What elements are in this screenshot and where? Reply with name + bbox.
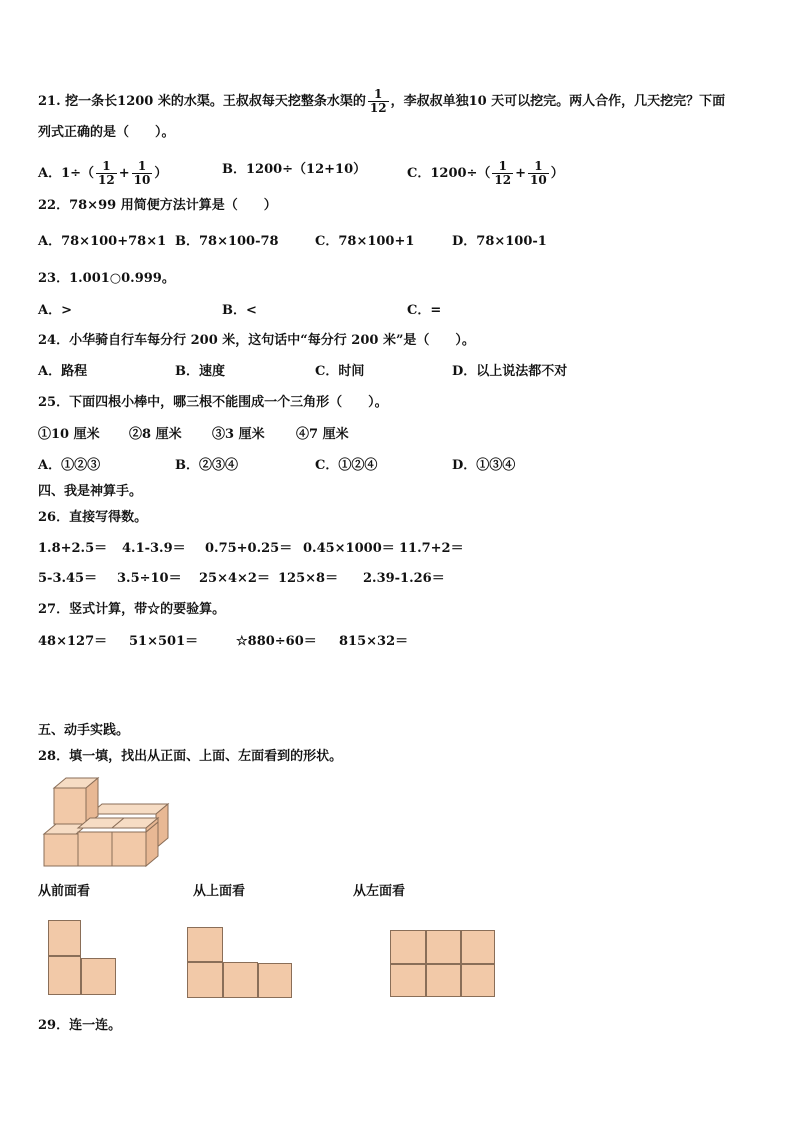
q24-option-c[interactable]: C．时间 <box>315 364 365 379</box>
q25-stem: 25．下面四根小棒中，哪三根不能围成一个三角形（ ）。 <box>38 395 388 410</box>
q26-item[interactable]: 3.5÷10＝ <box>117 571 182 586</box>
q28-stem: 28．填一填，找出从正面、上面、左面看到的形状。 <box>38 749 343 764</box>
view-label-top: 从上面看 <box>193 884 246 899</box>
fraction: $\frac{1}{10}$ <box>133 159 151 187</box>
square <box>461 964 495 997</box>
square <box>426 930 461 964</box>
q22-option-d[interactable]: D．78×100-1 <box>452 234 547 249</box>
q23-option-c[interactable]: C．= <box>407 303 442 318</box>
fraction: $\frac{1}{12}$ <box>494 159 512 187</box>
square <box>390 930 426 964</box>
square <box>390 964 426 997</box>
q25-stick-1: ①10 厘米 <box>38 427 100 442</box>
q22-stem: 22．78×99 用简便方法计算是（ ） <box>38 198 277 213</box>
q21-text-b: ，李叔叔单独10 天可以挖完。两人合作，几天挖完？下面 <box>390 94 726 109</box>
q25-stick-4: ④7 厘米 <box>296 427 349 442</box>
q23-option-a[interactable]: A．> <box>38 303 72 318</box>
q26-stem: 26．直接写得数。 <box>38 510 148 525</box>
q26-item[interactable]: 2.39-1.26＝ <box>363 571 445 586</box>
q25-option-c[interactable]: C．①②④ <box>315 458 378 473</box>
q26-item[interactable]: 0.75+0.25＝ <box>205 541 293 556</box>
section-5-heading: 五、动手实践。 <box>38 723 130 738</box>
square <box>461 930 495 964</box>
q22-option-c[interactable]: C．78×100+1 <box>315 234 415 249</box>
q24-option-d[interactable]: D．以上说法都不对 <box>452 364 568 379</box>
square <box>187 962 223 998</box>
square <box>426 964 461 997</box>
q26-item[interactable]: 0.45×1000＝ <box>303 541 395 556</box>
q26-item[interactable]: 4.1-3.9＝ <box>122 541 186 556</box>
square <box>223 962 258 998</box>
q24-stem: 24．小华骑自行车每分行 200 米，这句话中“每分行 200 米”是（ ）。 <box>38 333 475 348</box>
q26-item[interactable]: 25×4×2＝ <box>199 571 270 586</box>
q27-stem: 27．竖式计算，带☆的要验算。 <box>38 602 226 617</box>
square <box>81 958 116 995</box>
q25-stick-3: ③3 厘米 <box>212 427 265 442</box>
q24-option-a[interactable]: A．路程 <box>38 364 88 379</box>
q21-option-b[interactable]: B．1200÷（12+10） <box>222 162 367 177</box>
square <box>187 927 223 962</box>
fraction: $\frac{1}{10}$ <box>530 159 547 187</box>
fraction: $\frac{1}{12}$ <box>98 159 115 187</box>
q27-item[interactable]: ☆880÷60＝ <box>236 634 317 649</box>
q26-item[interactable]: 5-3.45＝ <box>38 571 98 586</box>
q25-option-a[interactable]: A．①②③ <box>38 458 101 473</box>
q21-text-a: 21. 挖一条长1200 米的水渠。王叔叔每天挖整条水渠的 <box>38 94 366 109</box>
q26-item[interactable]: 1.8+2.5＝ <box>38 541 108 556</box>
q25-option-d[interactable]: D．①③④ <box>452 458 516 473</box>
q21-option-a[interactable]: A．1÷（ $\frac{1}{12}$ + $\frac{1}{10}$ ） <box>38 159 168 187</box>
square <box>258 963 292 998</box>
q21-line2: 列式正确的是（ ）。 <box>38 125 175 140</box>
q25-stick-2: ②8 厘米 <box>129 427 182 442</box>
q24-option-b[interactable]: B．速度 <box>175 364 225 379</box>
view-label-left: 从左面看 <box>353 884 406 899</box>
q26-item[interactable]: 11.7+2＝ <box>399 541 464 556</box>
square <box>48 920 81 956</box>
q29-stem: 29．连一连。 <box>38 1018 122 1033</box>
q22-option-a[interactable]: A．78×100+78×1 <box>38 234 167 249</box>
q27-item[interactable]: 815×32＝ <box>339 634 409 649</box>
q22-option-b[interactable]: B．78×100-78 <box>175 234 279 249</box>
cube-stack-drawing <box>44 778 168 866</box>
square <box>48 956 81 995</box>
q21-fraction: $\frac{1}{12}$ <box>369 87 387 115</box>
q21-option-c[interactable]: C．1200÷（ $\frac{1}{12}$ + $\frac{1}{10}$ ） <box>407 159 564 187</box>
q27-item[interactable]: 48×127＝ <box>38 634 108 649</box>
q23-option-b[interactable]: B．< <box>222 303 257 318</box>
q26-item[interactable]: 125×8＝ <box>278 571 339 586</box>
q25-option-b[interactable]: B．②③④ <box>175 458 238 473</box>
cube-stack-figure <box>40 776 180 872</box>
q23-stem: 23．1.001○0.999。 <box>38 271 175 286</box>
q21-stem <box>38 88 725 115</box>
view-label-front: 从前面看 <box>38 884 91 899</box>
section-4-heading: 四、我是神算手。 <box>38 484 143 499</box>
q27-item[interactable]: 51×501＝ <box>129 634 199 649</box>
